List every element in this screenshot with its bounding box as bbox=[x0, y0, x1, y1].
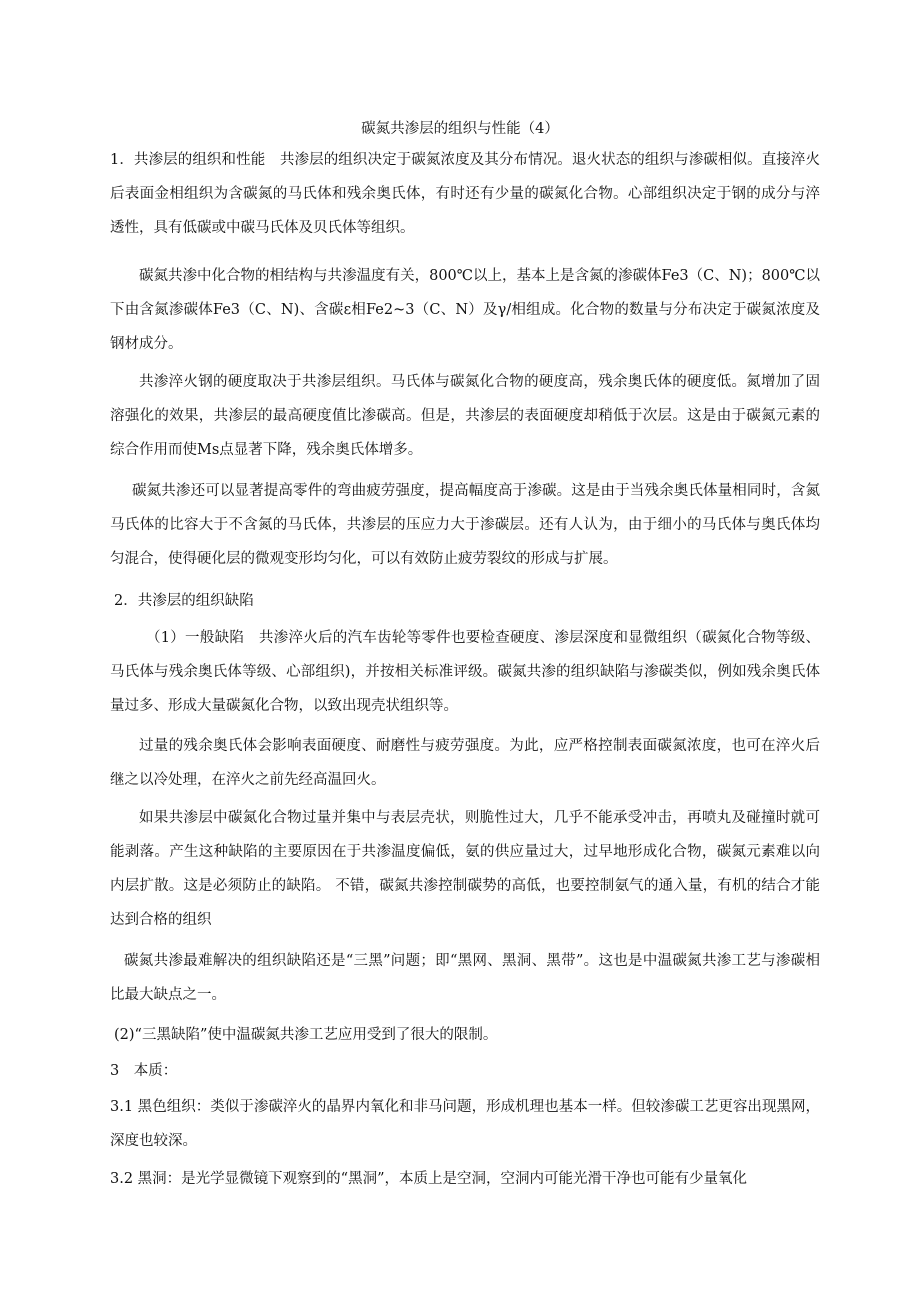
paragraph-three-black-limitation: (2)“三黑缺陷”使中温碳氮共渗工艺应用受到了很大的限制。 bbox=[114, 1027, 498, 1043]
document-title: 碳氮共渗层的组织与性能（4） bbox=[361, 121, 559, 137]
paragraph-three-black-defects: 碳氮共渗最难解决的组织缺陷还是“三黑”问题；即“黑网、黑洞、黑带”。这也是中温碳氮共渗工艺与渗碳相比最大缺点之一。 bbox=[110, 953, 820, 1003]
paragraph-hardness: 共渗淬火钢的硬度取决于共渗层组织。马氏体与碳氮化合物的硬度高，残余奥氏体的硬度低。氮增加了固溶强化的效果，共渗层的最高硬度值比渗碳高。但是，共渗层的表面硬度却稍低于次层。这是由于碳氮元素的综合作用而使Ms点显著下降，残余奥氏体增多。 bbox=[110, 374, 820, 458]
paragraph-fatigue-strength: 碳氮共渗还可以显著提高零件的弯曲疲劳强度，提高幅度高于渗碳。这是由于当残余奥氏体量相同时，含氮马氏体的比容大于不含氮的马氏体，共渗层的压应力大于渗碳层。还有人认为，由于细小的马氏体与奥氏体均匀混合，使得硬化层的微观变形均匀化，可以有效防止疲劳裂纹的形成与扩展。 bbox=[110, 483, 820, 567]
paragraph-retained-austenite: 过量的残余奥氏体会影响表面硬度、耐磨性与疲劳强度。为此，应严格控制表面碳氮浓度，也可在淬火后继之以冷处理，在淬火之前先经高温回火。 bbox=[110, 738, 820, 788]
heading-2-defects: 2．共渗层的组织缺陷 bbox=[114, 593, 254, 609]
paragraph-excess-compounds: 如果共渗层中碳氮化合物过量并集中与表层壳状，则脆性过大，几乎不能承受冲击，再喷丸及碰撞时就可能剥落。产生这种缺陷的主要原因在于共渗温度偏低，氨的供应量过大，过早地形成化合物，碳氮元素难以向内层扩散。这是必须防止的缺陷。 不错，碳氮共渗控制碳势的高低，也要控制氨气的通入量，有机的结合才能达到合格的组织 bbox=[110, 810, 820, 928]
heading-3-essence: 3 本质： bbox=[110, 1063, 178, 1079]
paragraph-general-defects: （1）一般缺陷 共渗淬火后的汽车齿轮等零件也要检查硬度、渗层深度和显微组织（碳氮化合物等级、马氏体与残余奥氏体等级、心部组织)，并按相关标准评级。碳氮共渗的组织缺陷与渗碳类似，例如残余奥氏体量过多、形成大量碳氮化合物，以致出现壳状组织等。 bbox=[110, 630, 820, 714]
paragraph-3-2-black-holes: 3.2 黑洞：是光学显微镜下观察到的“黑洞”，本质上是空洞，空洞内可能光滑干净也可能有少量氧化 bbox=[110, 1171, 747, 1187]
paragraph-compound-phase-structure: 碳氮共渗中化合物的相结构与共渗温度有关，800℃以上，基本上是含氮的渗碳体Fe3（C、N)；800℃以下由含氮渗碳体Fe3（C、N)、含碳ε相Fe2~3（C、N）及γ/相组成。化合物的数量与分布决定于碳氮浓度及钢材成分。 bbox=[110, 268, 820, 352]
paragraph-1-structure-and-properties: 1．共渗层的组织和性能 共渗层的组织决定于碳氮浓度及其分布情况。退火状态的组织与渗碳相似。直接淬火后表面金相组织为含碳氮的马氏体和残余奥氏体，有时还有少量的碳氮化合物。心部组织决定于钢的成分与淬透性，具有低碳或中碳马氏体及贝氏体等组织。 bbox=[110, 152, 820, 236]
paragraph-3-1-black-structure: 3.1 黑色组织：类似于渗碳淬火的晶界内氧化和非马问题，形成机理也基本一样。但较渗碳工艺更容出现黑网，深度也较深。 bbox=[110, 1099, 820, 1149]
